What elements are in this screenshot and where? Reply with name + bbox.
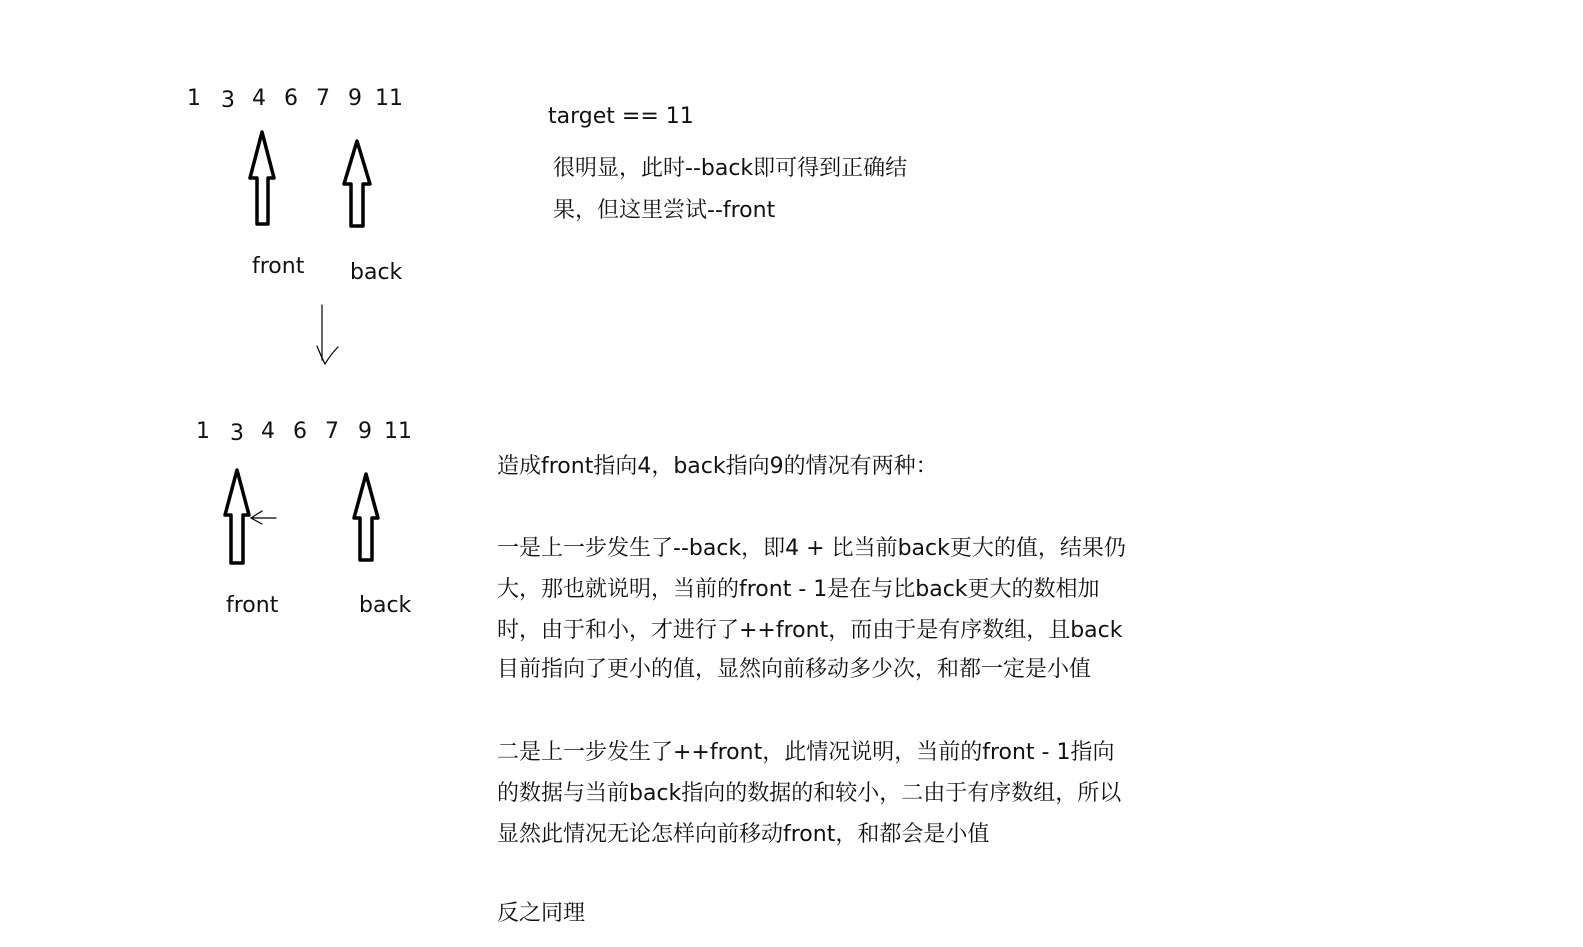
bottom-number: 4 <box>261 419 275 444</box>
case2-line: 二是上一步发生了++front，此情况说明，当前的front - 1指向 <box>497 740 1115 765</box>
case2-line: 显然此情况无论怎样向前移动front，和都会是小值 <box>497 822 990 847</box>
bottom-number: 1 <box>196 419 210 444</box>
front-move-left-arrow <box>251 511 276 524</box>
top-back-label: back <box>350 260 403 285</box>
case1-line: 目前指向了更小的值，显然向前移动多少次，和都一定是小值 <box>497 657 1092 682</box>
top-number: 11 <box>375 86 403 111</box>
conclusion: 反之同理 <box>497 901 586 926</box>
top-number: 4 <box>252 86 266 111</box>
bottom-number: 3 <box>230 421 244 446</box>
bottom-back-pointer-arrow <box>354 474 378 560</box>
bottom-number: 11 <box>384 419 412 444</box>
bottom-number: 6 <box>293 419 307 444</box>
top-front-label: front <box>252 254 305 279</box>
bottom-number: 7 <box>325 419 339 444</box>
note-line: 果，但这里尝试--front <box>553 198 776 223</box>
top-number: 9 <box>348 86 362 111</box>
top-back-pointer-arrow <box>344 141 370 226</box>
top-number: 3 <box>221 88 235 113</box>
bottom-front-pointer-arrow <box>225 470 249 563</box>
bottom-number: 9 <box>358 419 372 444</box>
top-number: 1 <box>187 86 201 111</box>
top-front-pointer-arrow <box>250 132 274 224</box>
case1-line: 大，那也就说明，当前的front - 1是在与比back更大的数相加 <box>497 577 1100 602</box>
case1-line: 时，由于和小，才进行了++front，而由于是有序数组，且back <box>497 618 1123 643</box>
case1-line: 一是上一步发生了--back，即4 + 比当前back更大的值，结果仍 <box>497 536 1126 561</box>
case2-line: 的数据与当前back指向的数据的和较小，二由于有序数组，所以 <box>497 781 1122 806</box>
top-number: 6 <box>284 86 298 111</box>
bottom-front-label: front <box>226 593 279 618</box>
note-line: 很明显，此时--back即可得到正确结 <box>553 156 908 181</box>
explanation-intro: 造成front指向4，back指向9的情况有两种： <box>497 454 938 479</box>
bottom-back-label: back <box>359 593 412 618</box>
target-label: target == 11 <box>548 104 694 129</box>
top-number: 7 <box>316 86 330 111</box>
transition-down-arrow <box>317 305 338 364</box>
